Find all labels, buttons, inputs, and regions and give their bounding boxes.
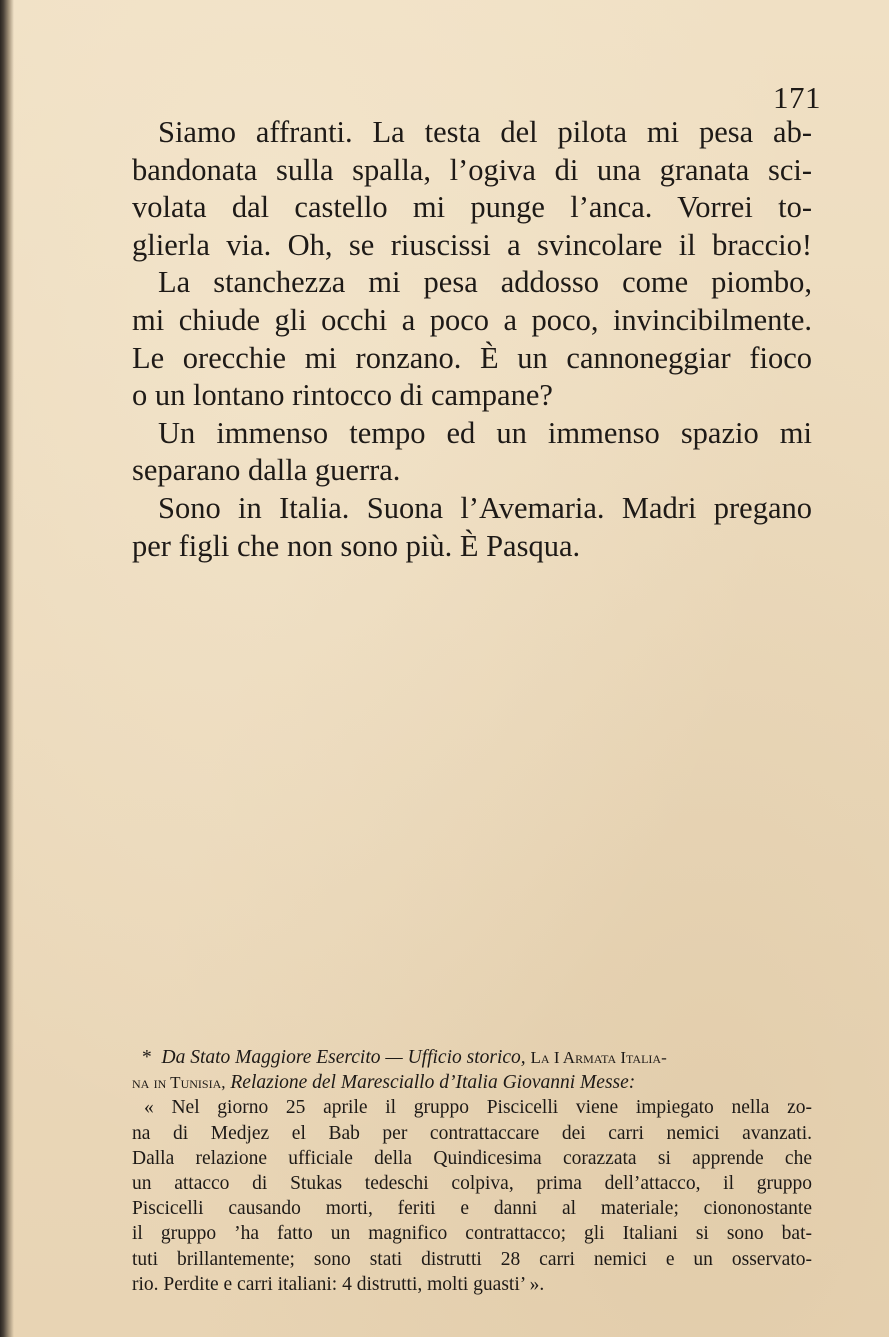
footnote-line: un attacco di Stukas tedeschi colpiva, prima dell’attacco, il gruppo	[132, 1173, 812, 1195]
body-line: Siamo affranti. La testa del pilota mi pesa ab-	[158, 115, 812, 149]
footnote	[132, 1045, 812, 1297]
footnote-title-caps-2: na in Tunisia,	[132, 1073, 226, 1093]
body-line: mi chiude gli occhi a poco a poco, invincibilmente.	[132, 302, 812, 337]
body-text	[132, 114, 812, 565]
body-line: Un immenso tempo ed un immenso spazio mi	[158, 415, 812, 450]
footnote-relazione: Relazione del Maresciallo d’Italia Giovanni Messe:	[230, 1072, 636, 1094]
body-line: bandonata sulla spalla, l’ogiva di una granata sci-	[132, 152, 812, 187]
footnote-line: Dalla relazione ufficiale della Quindicesima corazzata si apprende che	[132, 1147, 812, 1169]
body-line: separano dalla guerra.	[132, 453, 401, 488]
footnote-line: il gruppo ’ha fatto un magnifico contrattacco; gli Italiani si sono bat-	[132, 1223, 812, 1245]
body-line: glierla via. Oh, se riuscissi a svincolare il braccio!	[132, 227, 812, 262]
footnote-line: rio. Perdite e carri italiani: 4 distrutti, molti guasti’ ».	[132, 1273, 545, 1295]
footnote-line: « Nel giorno 25 aprile il gruppo Piscicelli viene impiegato nella zo-	[144, 1097, 812, 1119]
body-line: La stanchezza mi pesa addosso come piombo,	[158, 265, 812, 300]
footnote-marker: *	[142, 1047, 152, 1068]
footnote-line: Piscicelli causando morti, feriti e danni al materiale; ciononostante	[132, 1198, 812, 1220]
footnote-line: na di Medjez el Bab per contrattaccare dei carri nemici avanzati.	[132, 1122, 812, 1144]
page-binding-edge	[0, 0, 14, 1337]
footnote-line: tuti brillantemente; sono stati distrutti 28 carri nemici e un osservato-	[132, 1248, 812, 1270]
footnote-source: Da Stato Maggiore Esercito — Ufficio storico,	[161, 1047, 526, 1068]
body-line: o un lontano rintocco di campane?	[132, 378, 553, 413]
footnote-title-line	[132, 1070, 812, 1095]
footnote-source-line	[132, 1045, 812, 1070]
page-number: 171	[773, 80, 821, 115]
body-line: per figli che non sono più. È Pasqua.	[132, 528, 581, 563]
footnote-title-caps-1: La I Armata Italia-	[530, 1048, 667, 1067]
body-line: Le orecchie mi ronzano. È un cannoneggiar fioco	[132, 340, 812, 375]
body-line: Sono in Italia. Suona l’Avemaria. Madri pregano	[158, 490, 812, 525]
body-line: volata dal castello mi punge l’anca. Vorrei to-	[132, 190, 812, 225]
